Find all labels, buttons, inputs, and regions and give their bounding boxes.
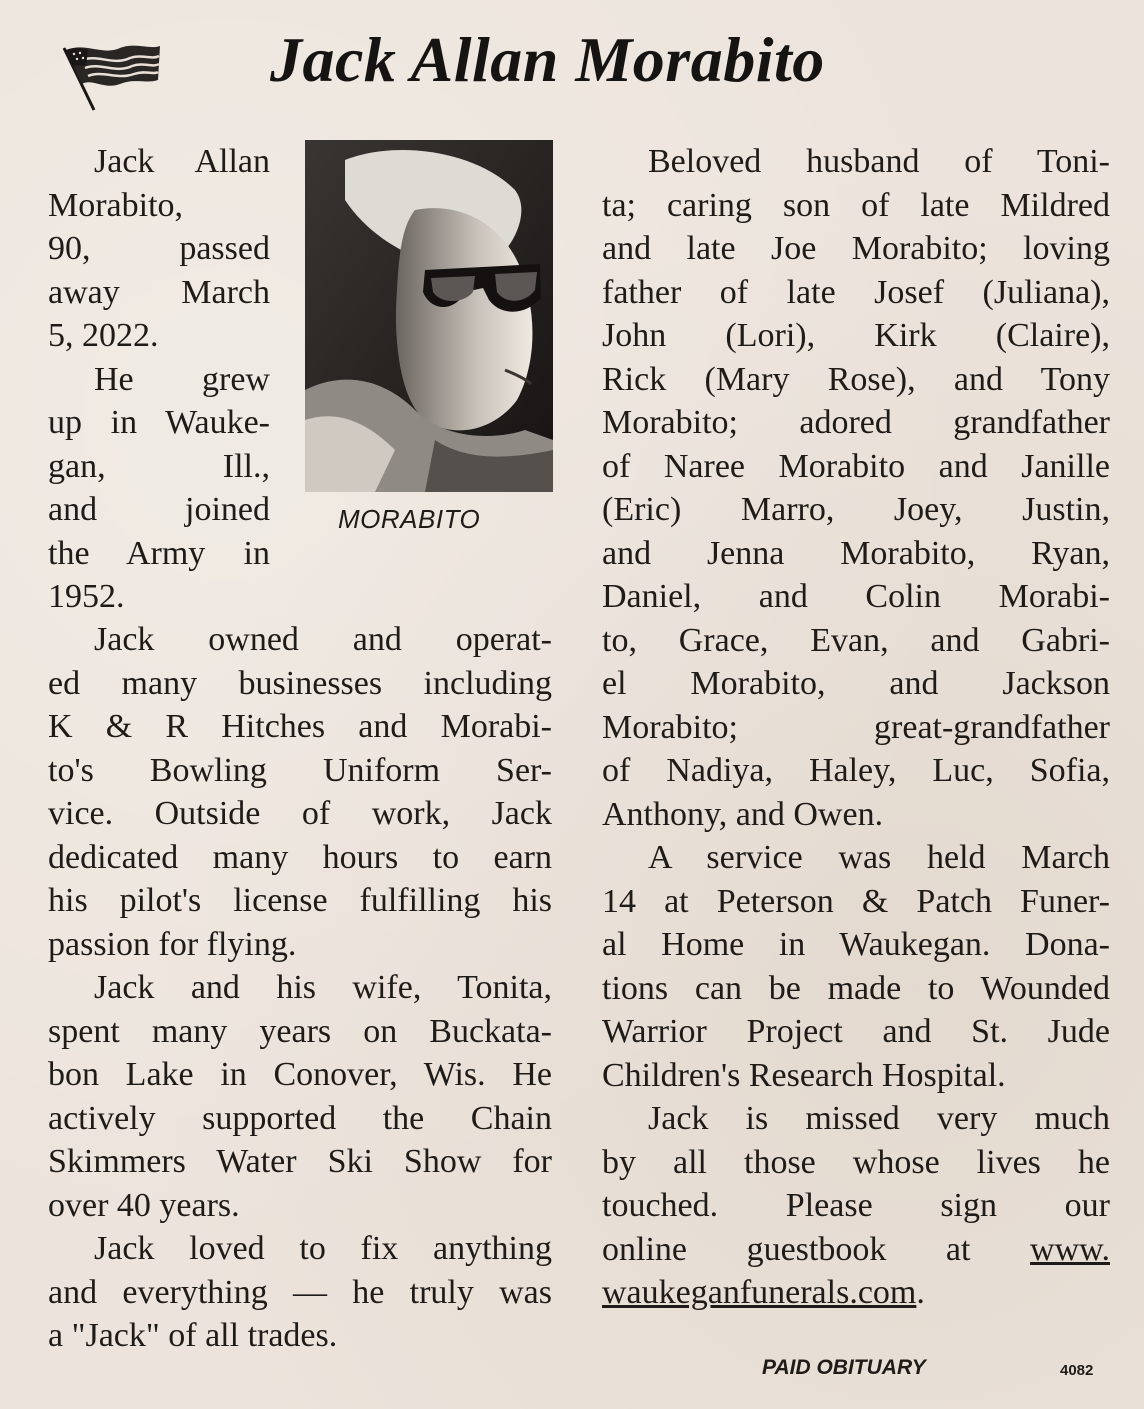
paragraph	[602, 836, 1110, 1097]
paragraph	[602, 1097, 1110, 1315]
text-line: his pilot's license fulfilling his	[48, 882, 552, 919]
text-line: and Jenna Morabito, Ryan,	[602, 534, 1110, 572]
left-column-top	[48, 140, 270, 619]
text-line: to's Bowling Uniform Ser-	[48, 751, 552, 789]
text-line: 14 at Peterson & Patch Funer-	[602, 882, 1110, 920]
text-line: K & R Hitches and Morabi-	[48, 708, 552, 745]
paragraph	[48, 966, 552, 1227]
text-line: and late Joe Morabito; loving	[602, 230, 1110, 267]
text-line: He grew	[94, 360, 270, 398]
text-line: tions can be made to Wounded	[602, 969, 1110, 1007]
text-line: A service was held March	[648, 839, 1110, 876]
text-line: Morabito; adored grandfather	[602, 404, 1110, 441]
text-line: Morabito; great-grandfather	[602, 708, 1110, 746]
text-line: and joined	[48, 491, 270, 528]
paid-obituary-label: PAID OBITUARY	[762, 1356, 926, 1379]
guestbook-url-part[interactable]: www.	[1030, 1230, 1110, 1268]
text-line: Jack loved to fix anything	[94, 1230, 552, 1267]
text-line: actively supported the Chain	[48, 1099, 552, 1137]
portrait-image	[305, 140, 553, 492]
text-line: by all those whose lives he	[602, 1143, 1110, 1181]
text-line: (Eric) Marro, Joey, Justin,	[602, 491, 1110, 528]
text-line: vice. Outside of work, Jack	[48, 795, 552, 832]
photo-caption: MORABITO	[338, 504, 481, 534]
text-line: Morabito,	[48, 186, 184, 224]
text-line: Jack and his wife, Tonita,	[94, 969, 552, 1006]
text-line: up in Wauke-	[48, 404, 270, 441]
text-line: ta; caring son of late Mildred	[602, 186, 1110, 224]
text-line: spent many years on Buckata-	[48, 1012, 552, 1050]
text-line: father of late Josef (Juliana),	[602, 273, 1110, 311]
text-line: of Nadiya, Haley, Luc, Sofia,	[602, 752, 1110, 789]
paragraph	[48, 358, 270, 619]
text-line: al Home in Waukegan. Dona-	[602, 926, 1110, 963]
text-line: el Morabito, and Jackson	[602, 665, 1110, 702]
text-line: touched. Please sign our	[602, 1187, 1110, 1224]
text-line: Jack is missed very much	[648, 1100, 1110, 1137]
right-column	[602, 140, 1110, 1315]
text-line: Warrior Project and St. Jude	[602, 1013, 1110, 1050]
text-line: of Naree Morabito and Janille	[602, 447, 1110, 485]
text-line: Children's Research Hospital.	[602, 1056, 1006, 1094]
text-line: Skimmers Water Ski Show for	[48, 1143, 552, 1180]
text-line: 90, passed	[48, 230, 270, 267]
text-line: passion for flying.	[48, 925, 297, 963]
paragraph	[602, 140, 1110, 836]
text-line: 1952.	[48, 578, 125, 615]
text-line: away March	[48, 273, 270, 311]
text-line: the Army in	[48, 534, 270, 572]
paragraph	[48, 1227, 552, 1358]
text-line: Jack owned and operat-	[94, 621, 552, 658]
ad-code: 4082	[1060, 1362, 1094, 1379]
text-line: Jack Allan	[94, 143, 270, 180]
text-line: dedicated many hours to earn	[48, 838, 552, 876]
text-line: ed many businesses including	[48, 664, 552, 702]
text-line: waukeganfunerals.com.	[602, 1274, 925, 1311]
american-flag-icon	[58, 38, 162, 112]
text-line: and everything — he truly was	[48, 1273, 552, 1311]
text-line: gan, Ill.,	[48, 447, 270, 485]
paragraph	[48, 618, 552, 966]
obituary-title: Jack Allan Morabito	[270, 24, 825, 95]
paragraph	[48, 140, 270, 358]
left-column-bottom	[48, 618, 552, 1358]
text-line: Anthony, and Owen.	[602, 795, 884, 833]
guestbook-url[interactable]: waukeganfunerals.com	[602, 1274, 917, 1311]
portrait-photo	[305, 140, 553, 492]
text-line: online guestbook at www.	[602, 1230, 1110, 1268]
text-line: a "Jack" of all trades.	[48, 1317, 338, 1354]
text-line: to, Grace, Evan, and Gabri-	[602, 621, 1110, 659]
text-line: 5, 2022.	[48, 317, 159, 354]
text-line: bon Lake in Conover, Wis. He	[48, 1056, 552, 1093]
text-line: over 40 years.	[48, 1186, 240, 1224]
text-line: John (Lori), Kirk (Claire),	[602, 317, 1110, 354]
text-line: Daniel, and Colin Morabi-	[602, 578, 1110, 615]
text-line: Rick (Mary Rose), and Tony	[602, 360, 1110, 398]
text-line: Beloved husband of Toni-	[648, 143, 1110, 180]
